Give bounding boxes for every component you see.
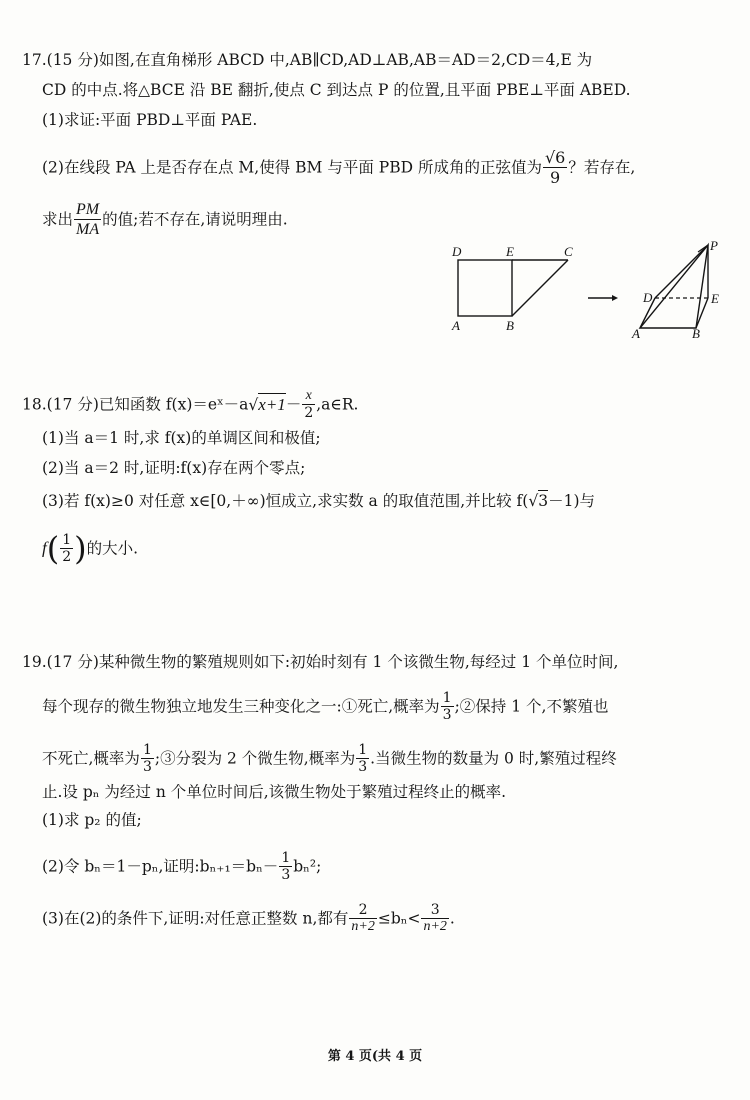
- q18-part-3-b: －1)与: [548, 492, 596, 510]
- q19-prob-split: [356, 742, 369, 775]
- q17-part-2-text-d: 的值;若不存在,请说明理由.: [102, 210, 288, 229]
- q19-line-2: [42, 690, 608, 723]
- label-A: A: [452, 318, 460, 333]
- label-E-folded: E: [711, 291, 719, 306]
- q18-f-symbol: f: [42, 538, 47, 558]
- q17-ratio-fraction: [74, 200, 101, 239]
- face-PAB: [640, 245, 708, 328]
- q19-part-3-a: (3)在(2)的条件下,证明:对任意正整数 n,都有: [42, 909, 349, 928]
- q19-upper-bound: [421, 902, 448, 935]
- q17-sine-den: 9: [543, 167, 567, 187]
- q18-sqrt3: √3: [528, 492, 549, 510]
- q18-half-fraction: [60, 532, 73, 565]
- q17-sine-fraction: [543, 148, 567, 187]
- label-C: C: [564, 244, 573, 259]
- q19-prob-stay: [141, 742, 154, 775]
- q18-sqrt-radicand: x+1: [258, 394, 286, 414]
- q17-part-1: (1)求证:平面 PBD⊥平面 PAE.: [42, 111, 258, 129]
- q18-paren-left: (: [46, 529, 60, 568]
- q18-half-den: 2: [62, 549, 72, 565]
- label-B-folded: B: [692, 326, 700, 341]
- label-A-folded: A: [632, 326, 640, 341]
- q19-line-3-a: 不死亡,概率为: [42, 749, 140, 768]
- q17-part-2-text-a: (2)在线段 PA 上是否存在点 M,使得 BM 与平面 PBD 所成角的正弦值为: [42, 158, 542, 177]
- q19-prob-stay-den: 3: [142, 759, 152, 775]
- q19-prob-death-den: 3: [442, 707, 452, 723]
- q19-part-3-c: .: [449, 909, 455, 928]
- q18-line-1-c: ,a∈R.: [316, 395, 359, 414]
- q19-part-3: [42, 902, 455, 935]
- q18-part-1: (1)当 a＝1 时,求 f(x)的单调区间和极值;: [42, 429, 321, 447]
- q18-paren-right: ): [74, 529, 87, 568]
- q19-prob-split-num: 1: [358, 742, 368, 758]
- q18-part-2: (2)当 a＝2 时,证明:f(x)存在两个零点;: [42, 459, 306, 477]
- q17-part-2-text-c: 求出: [42, 210, 74, 229]
- q17-figure: [440, 240, 740, 349]
- q19-part-2-a: (2)令 bₙ＝1－pₙ,证明:bₙ₊₁＝bₙ－: [42, 857, 279, 876]
- q19-line-2-a: 每个现存的微生物独立地发生三种变化之一:①死亡,概率为: [42, 697, 440, 716]
- q18-x-over-2: [302, 388, 315, 421]
- q18-frac-num: x: [305, 388, 312, 403]
- q18-line-1: [22, 388, 359, 421]
- q17-ratio-num: PM: [76, 201, 100, 218]
- segment-BC: [512, 260, 568, 316]
- segment-DP: [655, 245, 708, 298]
- q19-line-2-b: ;②保持 1 个,不繁殖也: [454, 697, 609, 716]
- q19-part-2-b: bₙ²;: [293, 857, 322, 876]
- q19-part-2: [42, 850, 321, 883]
- q19-part-1: (1)求 p₂ 的值;: [42, 811, 142, 829]
- q19-third-den: 3: [281, 867, 291, 883]
- q19-prob-death-num: 1: [442, 690, 452, 706]
- q19-line-3-c: .当微生物的数量为 0 时,繁殖过程终: [370, 749, 617, 768]
- q17-sine-num: √6: [544, 148, 566, 167]
- q19-prob-split-den: 3: [358, 759, 368, 775]
- q17-line-1: 17.(15 分)如图,在直角梯形 ABCD 中,AB∥CD,AD⊥AB,AB＝AD＝2,CD＝4,E 为: [22, 51, 593, 69]
- q19-prob-death: [441, 690, 454, 723]
- trapezoid-fold-diagram: [440, 240, 740, 345]
- q19-third-num: 1: [281, 850, 291, 866]
- q19-lower-den: n+2: [351, 919, 375, 934]
- label-B: B: [506, 318, 514, 333]
- arrow-head-icon: [612, 295, 618, 301]
- label-E: E: [506, 244, 514, 259]
- q19-lower-bound: [349, 902, 376, 935]
- q17-ratio-den: MA: [76, 221, 100, 238]
- q17-part-2-cont: [42, 200, 288, 239]
- square-ABED: [458, 260, 512, 316]
- q18-line-1-b: －: [285, 395, 302, 414]
- q19-line-1: 19.(17 分)某种微生物的繁殖规则如下:初始时刻有 1 个该微生物,每经过 1 个单位时间,: [22, 653, 619, 671]
- q19-lower-num: 2: [358, 902, 368, 918]
- q18-part-3-c: 的大小.: [86, 539, 139, 558]
- q19-line-3: [42, 742, 617, 775]
- q18-part-3-cont: [42, 529, 139, 568]
- q18-sqrt3-radicand: 3: [538, 492, 549, 510]
- q18-sqrt: √x+1: [248, 394, 286, 414]
- q18-frac-den: 2: [304, 405, 314, 421]
- label-P: P: [710, 240, 718, 253]
- q19-upper-num: 3: [430, 902, 440, 918]
- q19-upper-den: n+2: [423, 919, 447, 934]
- page-footer: 第 4 页(共 4 页: [327, 1049, 423, 1064]
- label-D-folded: D: [643, 290, 653, 305]
- q19-third-fraction: [279, 850, 292, 883]
- q19-line-4: 止.设 pₙ 为经过 n 个单位时间后,该微生物处于繁殖过程终止的概率.: [42, 783, 507, 801]
- q18-half-num: 1: [62, 532, 72, 548]
- label-D: D: [452, 244, 462, 259]
- q17-part-2: [42, 148, 635, 187]
- q19-part-3-b: ≤bₙ<: [377, 909, 421, 928]
- q17-line-2: CD 的中点.将△BCE 沿 BE 翻折,使点 C 到达点 P 的位置,且平面 PBE⊥平面 ABED.: [42, 81, 631, 99]
- q18-line-1-a: 18.(17 分)已知函数 f(x)＝eˣ－a: [22, 395, 249, 414]
- q19-prob-stay-num: 1: [142, 742, 152, 758]
- q17-part-2-text-b: ？若存在,: [568, 158, 636, 177]
- q18-part-3-a: (3)若 f(x)≥0 对任意 x∈[0,＋∞)恒成立,求实数 a 的取值范围,并比较 f(: [42, 492, 529, 510]
- q19-line-3-b: ;③分裂为 2 个微生物,概率为: [154, 749, 356, 768]
- q18-part-3: [42, 490, 595, 511]
